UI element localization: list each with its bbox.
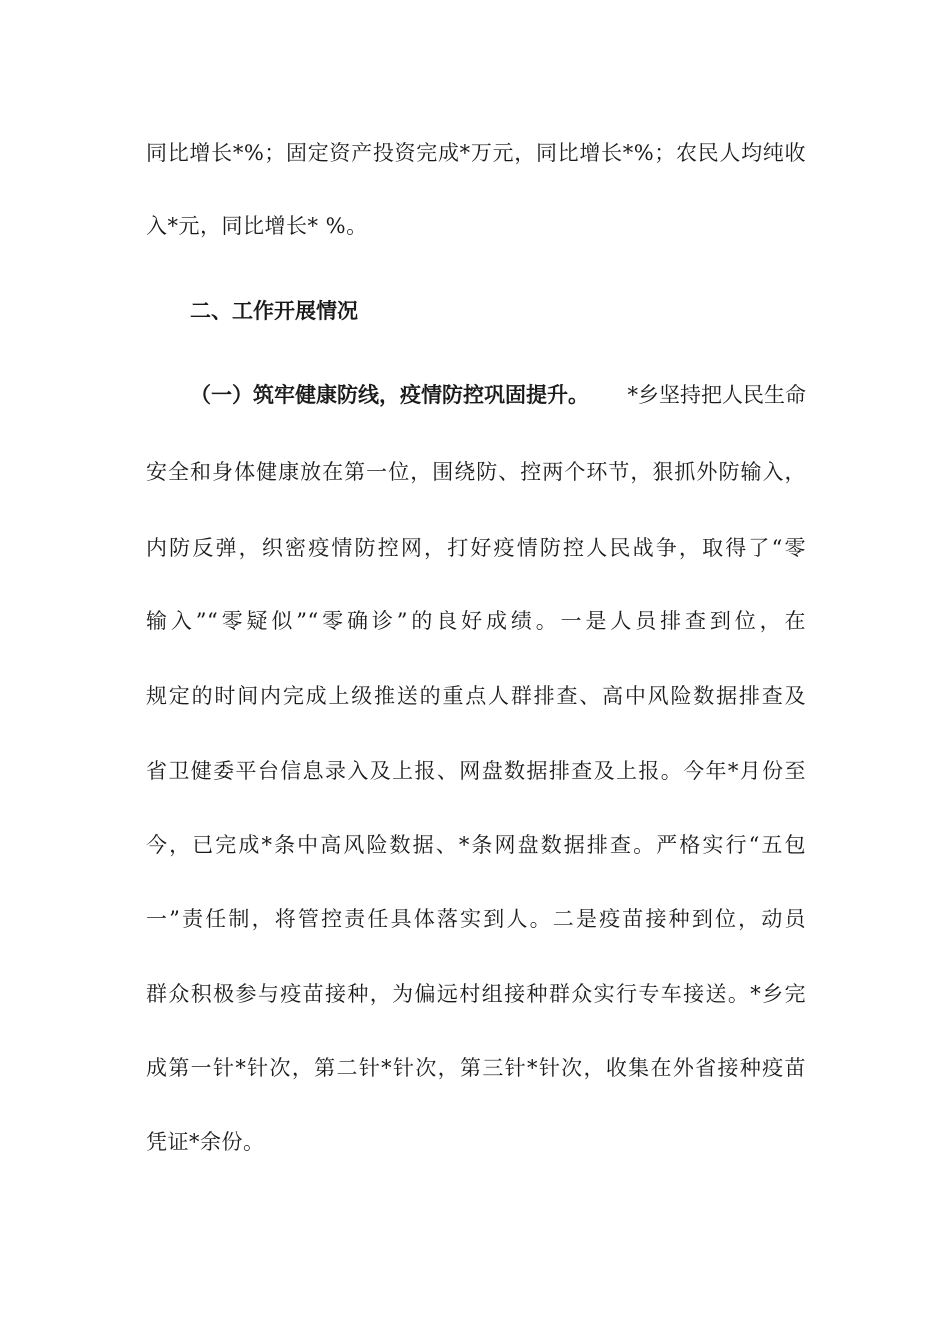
subsection-title: （一）筑牢健康防线，疫情防控巩固提升。 bbox=[190, 383, 589, 407]
paragraph-line: 输入”“零疑似”“零确诊”的良好成绩。一是人员排查到位，在 bbox=[146, 609, 806, 633]
paragraph-text: *乡坚持把人民生命 bbox=[627, 383, 806, 407]
paragraph-line: 一”责任制，将管控责任具体落实到人。二是疫苗接种到位，动员 bbox=[146, 907, 806, 931]
paragraph-line: 成第一针*针次，第二针*针次，第三针*针次，收集在外省接种疫苗 bbox=[146, 1056, 806, 1080]
paragraph-line: 安全和身体健康放在第一位，围绕防、控两个环节，狠抓外防输入， bbox=[146, 460, 806, 484]
paragraph-line: 规定的时间内完成上级推送的重点人群排查、高中风险数据排查及 bbox=[146, 684, 806, 708]
paragraph-line: 今，已完成*条中高风险数据、*条网盘数据排查。严格实行“五包 bbox=[146, 833, 806, 857]
subsection-first-line bbox=[190, 380, 806, 410]
paragraph-line: 同比增长*%；固定资产投资完成*万元，同比增长*%；农民人均纯收 bbox=[146, 141, 806, 165]
paragraph-line: 凭证*余份。 bbox=[146, 1130, 265, 1154]
paragraph-line: 入*元，同比增长* %。 bbox=[146, 214, 368, 238]
paragraph-line: 省卫健委平台信息录入及上报、网盘数据排查及上报。今年*月份至 bbox=[146, 759, 806, 783]
section-heading: 二、工作开展情况 bbox=[190, 299, 358, 323]
paragraph-line: 内防反弹，织密疫情防控网，打好疫情防控人民战争，取得了“零 bbox=[146, 536, 806, 560]
paragraph-line: 群众积极参与疫苗接种，为偏远村组接种群众实行专车接送。*乡完 bbox=[146, 982, 806, 1006]
